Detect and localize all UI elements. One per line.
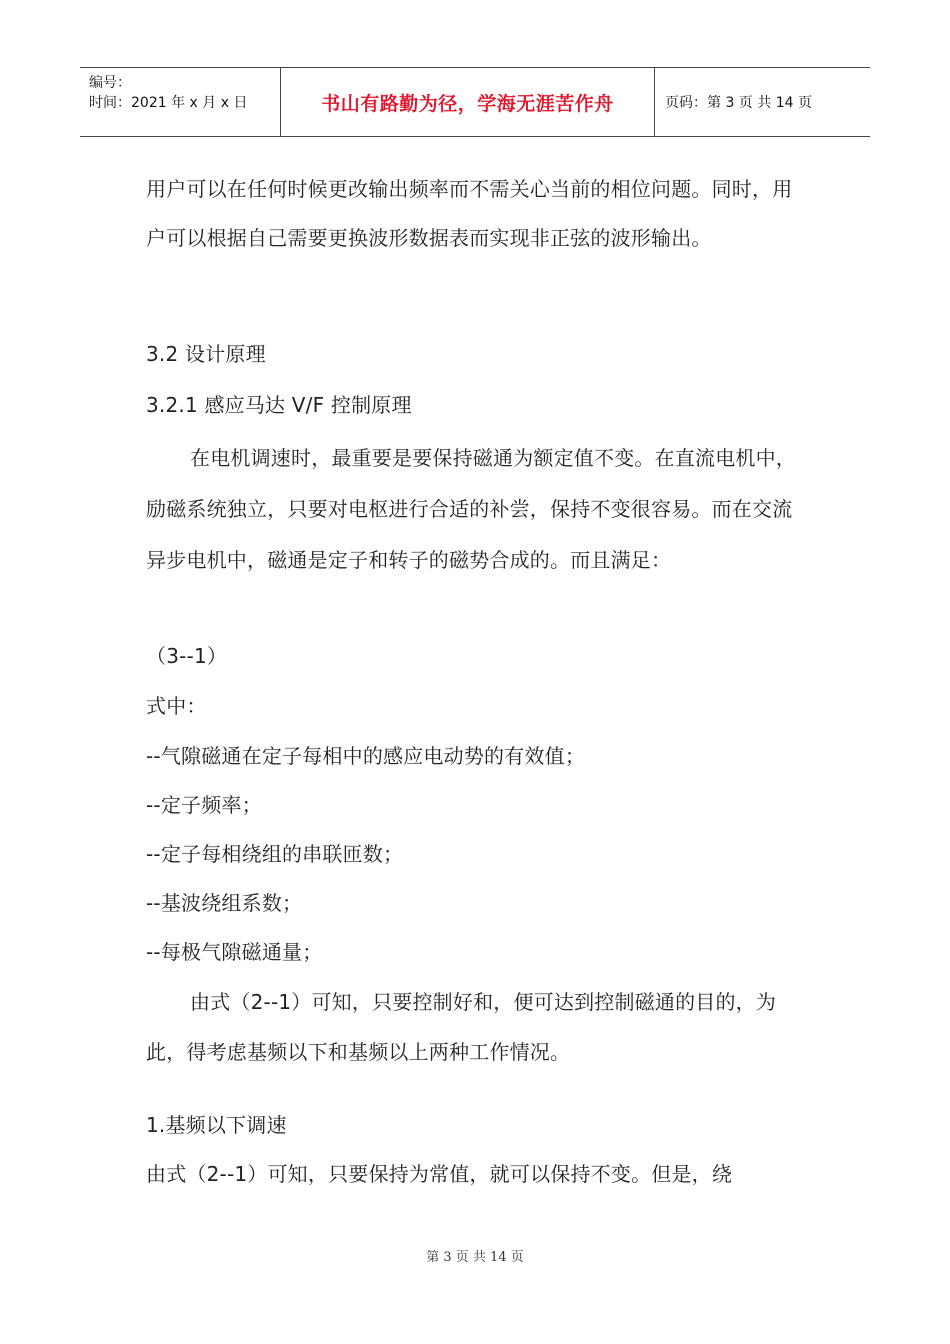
header-page-info: 页码：第 3 页 共 14 页	[665, 95, 812, 111]
paragraph-flux: 在电机调速时，最重要是要保持磁通为额定值不变。在直流电机中，励磁系统独立，只要对电枢进行合适的补尝，保持不变很容易。而在交流异步电机中，磁通是定子和转子的磁势合成的。而且满足：	[146, 446, 796, 572]
paragraph-control: 由式（2--1）可知，只要控制好和，便可达到控制磁通的目的，为此，得考虑基频以下和基频以上两种工作情况。	[146, 990, 777, 1064]
paragraph-intro: 用户可以在任何时候更改输出频率而不需关心当前的相位问题。同时，用户可以根据自己需要更换波形数据表而实现非正弦的波形输出。	[146, 177, 793, 250]
header-meta	[80, 68, 281, 136]
section-heading-3-2: 3.2 设计原理	[146, 342, 266, 366]
motto-text: 书山有路勤为径，学海无涯苦作舟	[321, 92, 614, 115]
header-motto	[281, 68, 655, 136]
definition-item: --气隙磁通在定子每相中的感应电动势的有效值；	[146, 744, 586, 768]
where-label: 式中：	[146, 694, 207, 718]
equation-label: （3--1）	[146, 644, 228, 668]
definition-item: --基波绕组系数；	[146, 891, 303, 915]
document-header	[80, 67, 870, 137]
page-footer: 第 3 页 共 14 页	[426, 1250, 524, 1265]
definition-item: --每极气隙磁通量；	[146, 940, 323, 964]
section-heading-3-2-1: 3.2.1 感应马达 V/F 控制原理	[146, 393, 412, 417]
definition-item: --定子每相绕组的串联匝数；	[146, 842, 404, 866]
number-label: 编号：	[89, 75, 131, 91]
paragraph-continued: 由式（2--1）可知，只要保持为常值，就可以保持不变。但是，绕	[146, 1162, 733, 1186]
subheading-below-base-frequency: 1.基频以下调速	[146, 1113, 287, 1137]
time-label: 时间：2021 年 x 月 x 日	[89, 95, 248, 111]
definition-item: --定子频率；	[146, 793, 262, 817]
